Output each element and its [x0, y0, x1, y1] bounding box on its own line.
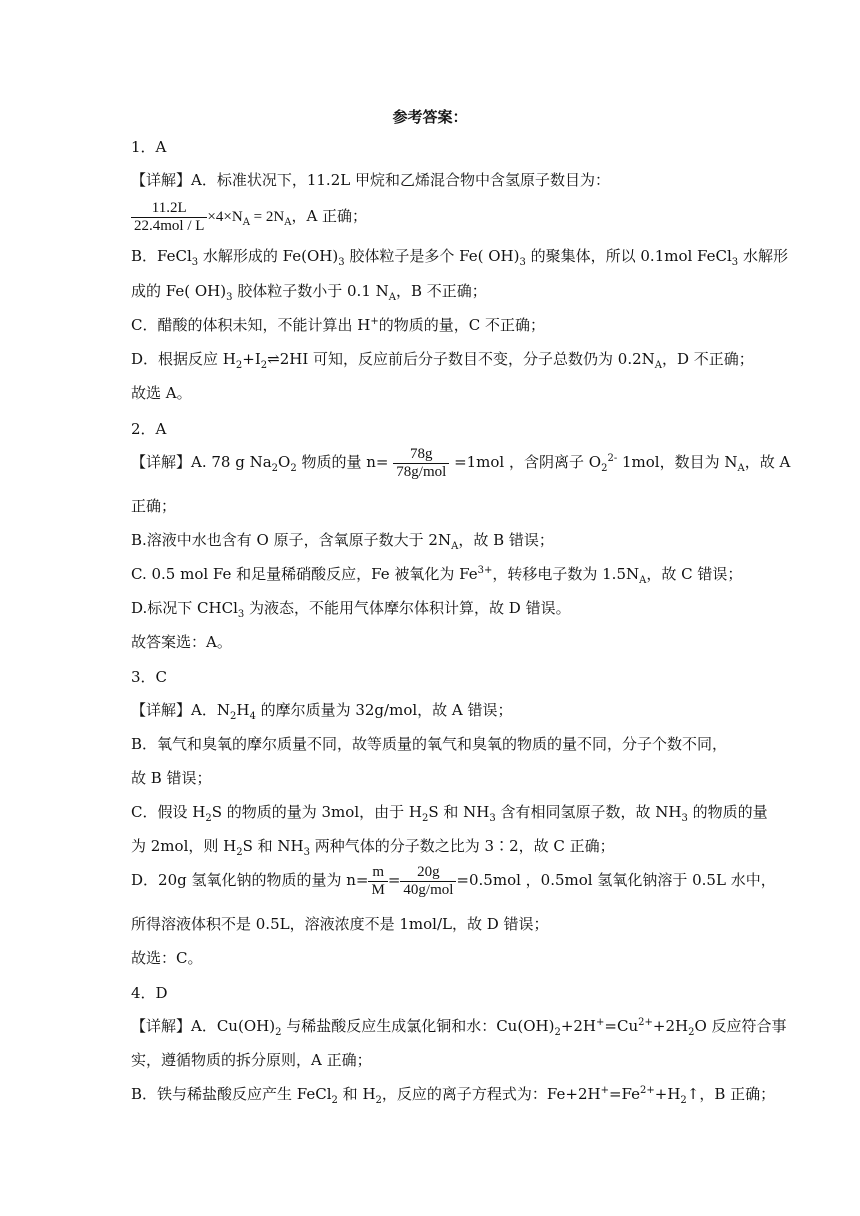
q3-option-c-line2: 为 2mol，则 $H_2S$ 和 $NH_3$ 两种气体的分子数之比为 3∶2，故 C 正确；	[131, 837, 615, 858]
q4-option-b: B．铁与稀盐酸反应产生 FeCl$_2$ 和 $H_2$，反应的离子方程式为：$Fe+2H^+=Fe^{2+}+H_2↑$，B 正确；	[131, 1085, 776, 1106]
q3-option-a: 【详解】A．$N_2H_4$ 的摩尔质量为 32g/mol，故 A 错误；	[131, 701, 513, 722]
q3-option-b-line2: 故 B 错误；	[131, 769, 212, 787]
q2-option-a-line2: 正确；	[131, 497, 177, 515]
question-2-answer: 2．A	[131, 420, 167, 438]
q2-conclusion: 故答案选：A。	[131, 633, 232, 651]
q1-option-b-line2: 成的 Fe( $OH)_3$ 胶体粒子数小于 0.1 $N_A$，B 不正确；	[131, 282, 487, 303]
q2-option-a-line1: 【详解】A. 78 g $Na_2O_2$ 物质的量 n= $\frac{78g}{\text{78g/mol}}$ =1mol ，含阴离子 $O_2^{2-}$ 1mol，数目为 $N_A$，故 A	[131, 445, 791, 480]
question-3-answer: 3．C	[131, 668, 168, 686]
q1-explanation-intro: 【详解】A．标准状况下，11.2L 甲烷和乙烯混合物中含氢原子数目为：	[131, 171, 610, 189]
q1-fraction: $\frac{11.2L}{\text{22.4mol / L}}$	[131, 200, 207, 235]
q2-option-b: B.溶液中水也含有 O 原子，含氧原子数大于 $2N_A$，故 B 错误；	[131, 531, 554, 552]
q3-fraction-20g: $\frac{20g}{\text{40g/mol}}$	[400, 864, 456, 899]
q2-option-c: C. 0.5 mol Fe 和足量稀硝酸反应，Fe 被氧化为 $Fe^{3+}$，转移电子数为 $1.5N_A$，故 C 错误；	[131, 565, 743, 586]
q1-option-b-line1: B．FeCl$_3$ 水解形成的 $Fe(OH)_3$ 胶体粒子是多个 Fe( $OH)_3$ 的聚集体，所以 0.1mol FeCl$_3$ 水解形	[131, 247, 788, 268]
q4-option-a-line2: 实，遵循物质的拆分原则，A 正确；	[131, 1051, 372, 1069]
q4-option-a-line1: 【详解】A．$Cu(OH)_2$ 与稀盐酸反应生成氯化铜和水：$Cu(OH)_2+2H^+=Cu^{2+}+2H_2O$ 反应符合事	[131, 1017, 787, 1038]
q1-formula: $\frac{11.2L}{\text{22.4mol / L}}$ $\times 4\times N_A = 2N_A$，A 正确；	[131, 199, 367, 235]
q3-option-d-line2: 所得溶液体积不是 0.5L，溶液浓度不是 1mol/L，故 D 错误；	[131, 915, 549, 933]
q1-option-c: C．醋酸的体积未知，不能计算出 H+的物质的量，C 不正确；	[131, 316, 545, 334]
q3-option-d-line1: D．20g 氢氧化钠的物质的量为 n= $\frac{m}{M}$ = $\frac{20g}{\text{40g/mol}}$ =0.5mol ，0.5mol 氢氧化钠溶于 0.5L 水中，	[131, 863, 776, 898]
q3-option-c-line1: C．假设 $H_2S$ 的物质的量为 3mol，由于 $H_2S$ 和 $NH_3$ 含有相同氢原子数，故 $NH_3$ 的物质的量	[131, 803, 768, 824]
q2-option-d: D.标况下 CHCl$_3$ 为液态，不能用气体摩尔体积计算，故 D 错误。	[131, 599, 571, 620]
q1-conclusion: 故选 A。	[131, 384, 192, 402]
q3-fraction-m-over-m: $\frac{m}{M}$	[368, 864, 387, 899]
q3-conclusion: 故选：C。	[131, 949, 203, 967]
q2-fraction: $\frac{78g}{\text{78g/mol}}$	[393, 446, 449, 481]
page-title: 参考答案：	[392, 108, 468, 126]
q1-option-d: D．根据反应 $H_2+I_2\rightleftharpoons 2HI$ 可知，反应前后分子数目不变，分子总数仍为 $0.2N_A$，D 不正确；	[131, 350, 754, 371]
question-1-answer: 1．A	[131, 138, 167, 156]
q3-option-b-line1: B．氧气和臭氧的摩尔质量不同，故等质量的氧气和臭氧的物质的量不同，分子个数不同，	[131, 735, 728, 753]
question-4-answer: 4．D	[131, 984, 168, 1002]
